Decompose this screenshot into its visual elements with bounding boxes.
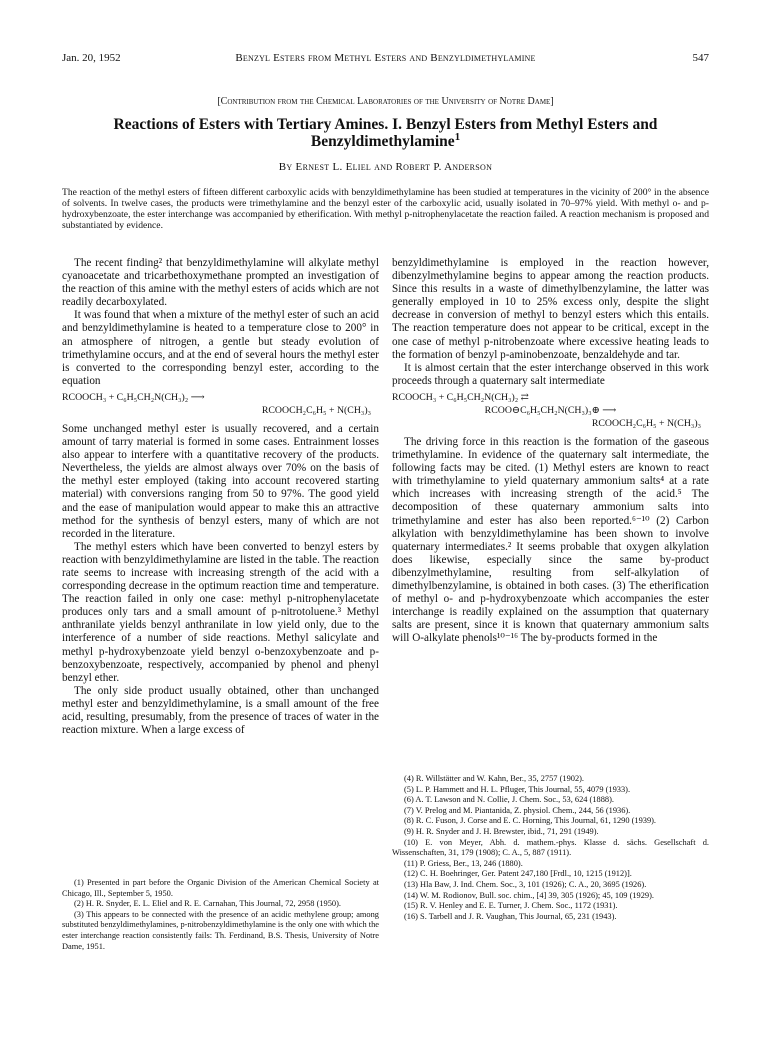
footnote: (15) R. V. Henley and E. E. Turner, J. Chem. Soc., 1172 (1931). [404, 901, 618, 911]
header-page-number: 547 [692, 52, 709, 64]
footnote: (4) R. Willstätter and W. Kahn, Ber., 35, 2757 (1902). [404, 774, 585, 783]
footnote: (12) C. H. Boehringer, Ger. Patent 247,180 [Frdl., 10, 1215 (1912)]. [404, 869, 632, 879]
equation-line: RCOOCH₂C₆H₅ + N(CH₃)₃ [261, 404, 371, 416]
abstract: The reaction of the methyl esters of fifteen different carboxylic acids with benzyldimethylamine has been studied at temperatures in the vicinity of 200° in the absence of solvents. In twelve cases, the products were trimethylamine and the benzyl ester of the carboxylic acid, usually isolated in 70–97% yield. With methyl o- and p-hydroxybenzoate, the ester interchange was accompanied by etherification. With methyl p-nitrophenylacetate the reaction failed. A reaction mechanism is proposed and substantiated by evidence. [62, 187, 709, 231]
footnote: (6) A. T. Lawson and N. Collie, J. Chem. Soc., 53, 624 (1888). [404, 795, 614, 805]
running-header [62, 52, 709, 68]
paragraph: It is almost certain that the ester interchange observed in this work proceeds through a quaternary salt intermediate [392, 361, 709, 387]
paragraph: benzyldimethylamine is employed in the reaction however, dibenzylmethylamine begins to appear among the reaction products. Since this results in a waste of dimethylbenzylamine, the latter was generally employed in 10 to 25% excess only, despite the slight decrease in conversion of methyl to benzyl esters which this entails. The reaction temperature does not appear to be critical, except in the one case of methyl p-nitrobenzoate where excessive heating leads to the formation of benzyl p-aminobenzoate, benzaldehyde and tar. [392, 257, 709, 361]
paragraph: The recent finding² that benzyldimethylamine will alkylate methyl cyanoacetate and tricarbethoxymethane prompted an investigation of the reaction of this amine with the methyl esters of acids which are not readily decarboxylated. [62, 257, 379, 309]
equation-1 [62, 391, 379, 417]
paragraph: It was found that when a mixture of the methyl ester of such an acid and benzyldimethylamine is heated to a temperature close to 200° in an atmosphere of nitrogen, a gentle but steady evolution of trimethylamine occurs, and at the end of several hours the methyl ester is converted to the corresponding benzyl ester, according to the equation [62, 309, 379, 387]
footnote: (14) W. M. Rodionov, Bull. soc. chim., [4] 39, 305 (1926); 45, 109 (1929). [404, 890, 654, 900]
footnotes-left [62, 878, 379, 952]
left-column [62, 257, 379, 737]
right-column [392, 257, 709, 645]
footnote: (2) H. R. Snyder, E. L. Eliel and R. E. Carnahan, This Journal, 72, 2958 (1950). [74, 899, 342, 909]
footnote: (13) Hla Baw, J. Ind. Chem. Soc., 3, 101 (1926); C. A., 20, 3695 (1926). [404, 879, 647, 889]
equation-line: RCOOCH₃ + C₆H₅CH₂N(CH₃)₂ ⇄ [392, 391, 529, 403]
author-line: By Ernest L. Eliel and Robert P. Anderson [278, 161, 493, 173]
footnote: (3) This appears to be connected with the presence of an acidic methylene group; among substituted benzyldimethylamines, p-nitrobenzyldimethylamine is the only one with which the ester interchange reaction consistently fails: Th. Ferdinand, B.S. Thesis, University of Notre Dame, 1951. [62, 909, 379, 951]
footnote: (5) L. P. Hammett and H. L. Pfluger, This Journal, 55, 4079 (1933). [404, 784, 631, 794]
equation-2 [392, 391, 709, 430]
footnote: (8) R. C. Fuson, J. Corse and E. C. Horning, This Journal, 61, 1290 (1939). [404, 816, 657, 826]
contribution-line: [Contribution from the Chemical Laboratories of the University of Notre Dame] [217, 96, 554, 107]
article-title [62, 116, 709, 150]
title-footnote-marker: 1 [454, 130, 461, 143]
footnote: (9) H. R. Snyder and J. H. Brewster, ibid., 71, 291 (1949). [404, 826, 599, 836]
footnote: (11) P. Griess, Ber., 13, 246 (1880). [404, 858, 523, 868]
paragraph: Some unchanged methyl ester is usually recovered, and a certain amount of tarry material is formed in some cases. Entrainment losses also appear to interfere with a quantitative recovery of the products. Nevertheless, the yields are almost always over 70% on the basis of the methyl ester employed (taking into account recovered starting material) with conversions ranging from 50 to 97%. The good yield and the ease of manipulation would appear to make this an attractive method for the synthesis of benzyl esters, many of which are not recorded in the literature. [62, 422, 379, 540]
equation-line: RCOO⊖C₆H₅CH₂N(CH₃)₃⊕ ⟶ [484, 404, 617, 416]
article-title-text: Reactions of Esters with Tertiary Amines. I. Benzyl Esters from Methyl Esters and Benzyldimethylamine [113, 116, 658, 150]
equation-line: RCOOCH₃ + C₆H₅CH₂N(CH₃)₂ ⟶ [62, 391, 205, 403]
footnote: (1) Presented in part before the Organic Division of the American Chemical Society at Chicago, Ill., September 5, 1950. [62, 878, 379, 898]
header-running-title: Benzyl Esters from Methyl Esters and Benzyldimethylamine [235, 52, 536, 64]
footnote: (16) S. Tarbell and J. R. Vaughan, This Journal, 65, 231 (1943). [404, 911, 617, 921]
paragraph: The methyl esters which have been converted to benzyl esters by reaction with benzyldimethylamine are listed in the table. The reaction rate seems to increase with increasing strength of the acid with a corresponding decrease in the optimum reaction time and temperature. The reaction failed in only one case: methyl p-nitrophenylacetate produces only tars and a small amount of p-nitrotoluene.³ Methyl anthranilate yields benzyl anthranilate in low yield only, due to the interference of a number of side reactions. Methyl salicylate and methyl p-hydroxybenzoate yield benzyl o-benzoxybenzoate and p-benzoxybenzoate, respectively, accompanied by phenol and phenyl benzyl ether. [62, 540, 379, 684]
footnote: (10) E. von Meyer, Abh. d. mathem.-phys. Klasse d. sächs. Gesellschaft d. Wissenschaften, 31, 179 (1908); C. A., 5, 887 (1911). [392, 837, 709, 858]
paragraph: The only side product usually obtained, other than unchanged methyl ester and benzyldimethylamine, is a small amount of the free acid, resulting, presumably, from the presence of traces of water in the reaction mixture. When a large excess of [62, 684, 379, 737]
equation-line: RCOOCH₂C₆H₅ + N(CH₃)₃ [591, 417, 701, 429]
footnote: (7) V. Prelog and M. Piantanida, Z. physiol. Chem., 244, 56 (1936). [404, 805, 631, 815]
header-date: Jan. 20, 1952 [62, 52, 121, 64]
paragraph: The driving force in this reaction is the formation of the gaseous trimethylamine. In evidence of the quaternary salt intermediate, the following facts may be cited. (1) Methyl esters are known to react with trimethylamine to yield quaternary ammonium salts⁴ at a rate which increases with increasing strength of the acid.⁵ The decomposition of these quaternary ammonium salts into trimethylamine and ester has also been reported.⁶⁻¹⁰ (2) Carbon alkylation with benzyldimethylamine has been shown to involve quaternary intermediates.² It seems probable that oxygen alkylation does likewise, especially since the same by-product dibenzylmethylamine, resulting from self-alkylation of dimethylbenzylamine, is obtained in both cases. (3) The etherification of methyl o- and p-hydroxybenzoate which accompanies the ester interchange is readily explained on the assumption that quaternary salts are present, since it is known that quaternary ammonium salts will O-alkylate phenols¹⁰⁻¹⁶ The by-products formed in the [392, 435, 709, 645]
footnotes-right [392, 774, 709, 922]
